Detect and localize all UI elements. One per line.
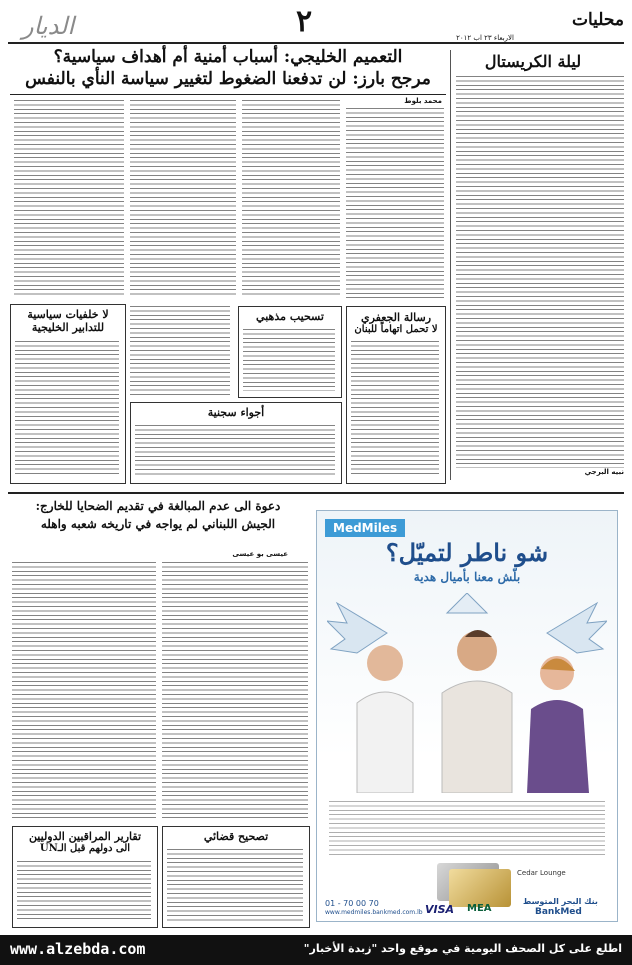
- sectarian-box: [238, 306, 342, 398]
- sectarian-body: [243, 329, 335, 391]
- top-story-col-1: [346, 108, 444, 298]
- mea-logo: MEA: [467, 903, 492, 914]
- person-head-icon: [367, 645, 403, 681]
- middle-rule: [8, 492, 624, 494]
- top-story-headline-1: التعميم الخليجي: أسباب أمنية أم أهداف سياسية؟: [53, 47, 403, 67]
- top-story-col-3: [130, 100, 236, 298]
- bank-name-ar: بنك البحر المتوسط: [523, 897, 598, 906]
- editorial-author: نبيه البرجي: [584, 468, 624, 476]
- column-separator: [450, 50, 451, 480]
- gloomy-box: [130, 402, 342, 484]
- ad-fine-print: [329, 801, 605, 857]
- card-gold-icon: [449, 869, 511, 907]
- army-byline: عيسى بو عيسى: [232, 550, 288, 558]
- top-story-col-4: [14, 100, 124, 298]
- wing-icon: [447, 593, 487, 613]
- newspaper-logo: الديار: [22, 12, 75, 40]
- medmiles-brand: MedMiles: [325, 519, 405, 537]
- army-headline-1: دعوة الى عدم المبالغة في تقديم الضحايا للخارج:: [35, 499, 281, 513]
- cedar-lounge-label: Cedar Lounge: [517, 869, 566, 877]
- top-story-col-2: [242, 100, 340, 298]
- issue-date: الاربعاء ٢٣ اب ٢٠١٢: [456, 34, 514, 42]
- footer-tagline: اطلع على كل الصحف اليومية في موقع واحد "زبدة الأخبار": [303, 942, 622, 955]
- army-headline-2: الجيش اللبناني لم يواجه في تاريخه شعبه واهله: [40, 517, 276, 531]
- observers-title-1: تقارير المراقبين الدوليين: [28, 830, 142, 843]
- person-body-icon: [442, 681, 512, 793]
- medmiles-advertisement: [316, 510, 618, 922]
- ad-website[interactable]: www.medmiles.bankmed.com.lb: [325, 909, 423, 916]
- jaafari-letter-box: [346, 306, 446, 484]
- top-story-byline: محمد بلوط: [404, 97, 442, 105]
- headline-rule: [10, 94, 446, 95]
- wing-icon: [327, 603, 387, 653]
- jaafari-title-2: لا تحمل اتهاماً للبنان: [354, 324, 438, 335]
- ad-slogan: شو ناطر لتميّل؟: [385, 538, 549, 567]
- section-title: محليات: [571, 10, 624, 30]
- ad-people-photo: [327, 593, 607, 793]
- editorial-body: [456, 76, 624, 468]
- gulf-measures-box: [10, 304, 126, 484]
- ad-subslogan: بلّش معنا بأميال هدية: [413, 570, 521, 584]
- gulf-title-2: للتدابير الخليجية: [31, 321, 105, 334]
- editorial-title: ليلة الكريستال: [484, 52, 582, 71]
- ad-phone: 01 - 70 00 70: [325, 899, 379, 908]
- jaafari-body: [351, 341, 439, 477]
- observers-title-2: الى دولهم قبل الـUN: [39, 843, 131, 854]
- hair-icon: [465, 630, 492, 637]
- page-number: ٢: [296, 4, 313, 39]
- observers-box: [12, 826, 158, 928]
- army-col-1: [162, 562, 308, 818]
- person-body-icon: [357, 692, 413, 793]
- observers-body: [17, 861, 151, 921]
- gulf-title-1: لا خلفيات سياسية: [27, 308, 109, 321]
- header-rule: [8, 42, 624, 44]
- bank-name-en: BankMed: [535, 907, 582, 917]
- judicial-title: تصحيح قضائي: [203, 830, 269, 843]
- sectarian-title: تسحيب مذهبي: [256, 310, 324, 323]
- footer-banner: [0, 935, 632, 965]
- jaafari-title-1: رسالة الجعفري: [360, 311, 432, 324]
- gloomy-body: [135, 425, 335, 477]
- judicial-box: [162, 826, 310, 928]
- top-story-headline-2: مرجح بارز: لن تدفعنا الضغوط لتغيير سياسة النأي بالنفس: [25, 69, 431, 89]
- wing-icon: [547, 603, 607, 653]
- army-col-2: [12, 562, 156, 818]
- gulf-body: [15, 341, 119, 477]
- judicial-body: [167, 849, 303, 921]
- person-body-icon: [527, 700, 589, 793]
- gloomy-title: أجواء سجنية: [207, 406, 265, 419]
- top-story-col-5: [130, 306, 230, 396]
- footer-site-link[interactable]: www.alzebda.com: [10, 940, 146, 958]
- visa-logo: VISA: [425, 903, 455, 916]
